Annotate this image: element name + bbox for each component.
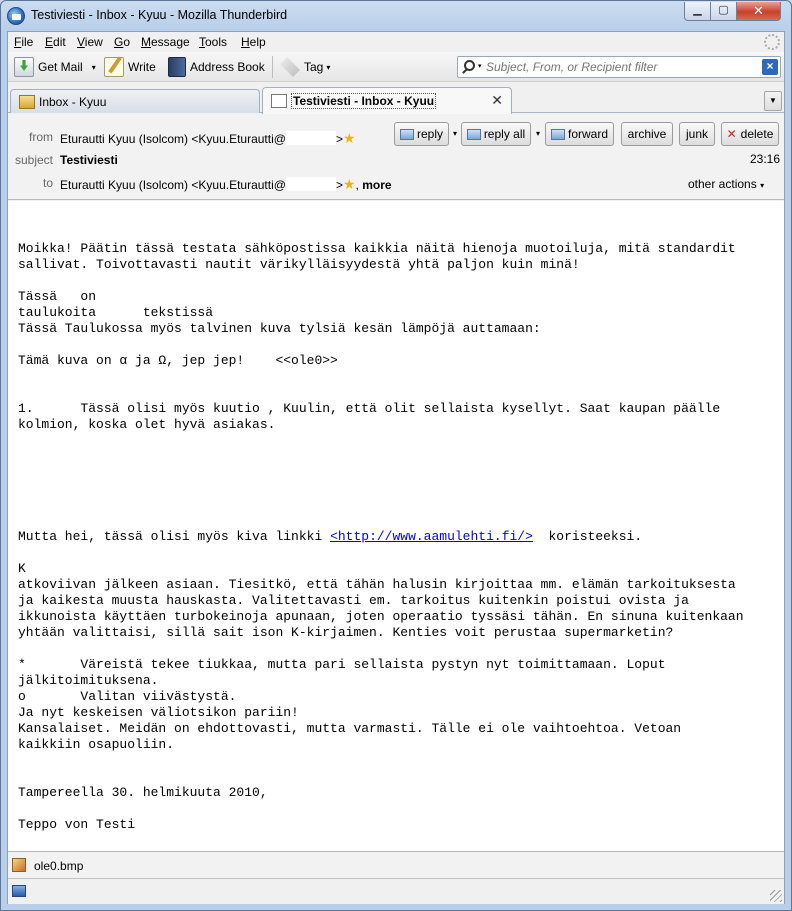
body-line: o Valitan viivästystä. [18,689,237,704]
minimize-button[interactable]: ▁ [684,2,711,21]
get-mail-label: Get Mail [38,60,83,74]
menu-message[interactable]: Message [141,35,190,49]
body-line: yhtään valittaisi, sillä sait ison K-kirjaimen. Kenties voit perustaa supermarketin? [18,625,674,640]
reply-button[interactable]: reply [394,122,449,146]
address-book-button[interactable] [168,56,265,78]
other-actions-button[interactable]: other actions ▾ [688,177,765,191]
tab-message-label: Testiviesti - Inbox - Kyuu [293,94,435,108]
address-book-icon [168,57,186,77]
more-recipients-link[interactable]: more [362,178,392,192]
junk-button[interactable]: junk [679,122,715,146]
envelope-icon [271,94,287,108]
clear-search-icon[interactable]: × [762,59,778,75]
main-toolbar [8,52,784,82]
reply-dropdown-icon[interactable]: ▾ [452,129,457,138]
get-mail-icon [14,57,34,77]
menu-go[interactable]: Go [114,35,131,49]
title-bar[interactable] [1,1,791,31]
toolbar-separator [272,56,273,78]
body-line: Tässä Taulukossa myös talvinen kuva tylsiä kesän lämpöjä auttamaan: [18,321,541,336]
menu-edit[interactable]: Edit [45,35,66,49]
body-line: Teppo von Testi [18,817,136,832]
write-button[interactable] [104,56,156,78]
menu-view[interactable]: View [77,35,103,49]
to-value[interactable]: Eturautti Kyuu (Isolcom) <Kyuu.Eturautti@ >★, more [60,176,392,192]
body-line: kolmion, koska olet hyvä asiakas. [18,417,276,432]
menu-help[interactable]: Help [241,35,266,49]
reply-all-dropdown-icon[interactable]: ▾ [535,129,540,138]
tab-inbox[interactable] [10,89,260,113]
write-label: Write [128,60,156,74]
menu-tools[interactable]: Tools [199,35,228,49]
reply-icon [400,129,414,140]
to-label: to [42,176,53,190]
resize-grip-icon[interactable] [770,890,782,902]
search-input[interactable] [486,58,756,76]
archive-button[interactable]: archive [621,122,673,146]
thunderbird-icon [7,7,25,25]
body-line: Tässä on [18,289,97,304]
maximize-button[interactable]: ▢ [710,2,737,21]
subject-value: Testiviesti [60,153,118,167]
body-line: sallivat. Toivottavasti nautit värikylläisyydestä yhtä paljon kuin minä! [18,257,580,272]
status-bar [8,880,784,904]
body-line: K [18,561,26,576]
body-line: Kansalaiset. Meidän on ehdottovasti, mutta varmasti. Tälle ei ole vaihtoehtoa. Vetoan [18,721,682,736]
tag-icon [280,57,300,77]
message-body[interactable] [8,201,784,852]
activity-throbber-icon [764,34,780,50]
body-line: jälkitoimituksena. [18,673,159,688]
tab-inbox-label: Inbox - Kyuu [39,94,107,109]
body-line: ikkunoista käyttäen turbokeinoja apunaan, joten operaatio tyssäsi tähän. En sinuna kuitenkaan [18,609,744,624]
body-line: Tämä kuva on α ja Ω, jep jep! <<ole0>> [18,353,338,368]
search-dropdown-icon[interactable]: ▾ [478,63,482,70]
star-icon[interactable]: ★ [342,130,356,146]
tab-close-icon[interactable]: ✕ [491,92,503,108]
body-line: Ja nyt keskeisen väliotsikon pariin! [18,705,299,720]
tab-strip [8,87,784,113]
online-status-icon[interactable] [12,885,26,897]
body-line: Mutta hei, tässä olisi myös kiva linkki <http://www.aamulehti.fi/> koristeeksi. [18,529,643,544]
redacted-block [286,131,336,145]
quick-filter-search[interactable] [457,56,781,78]
write-icon [104,57,124,77]
from-label: from [29,130,53,144]
tag-button[interactable] [280,56,330,78]
menu-file[interactable]: File [14,35,34,49]
menu-bar [8,32,784,52]
tab-list-dropdown-icon[interactable]: ▼ [764,91,782,111]
reply-all-button[interactable]: reply all [461,122,531,146]
body-line: Tampereella 30. helmikuuta 2010, [18,785,268,800]
search-icon[interactable] [464,60,475,71]
body-line: taulukoita tekstissä [18,305,214,320]
body-line: 1. Tässä olisi myös kuutio , Kuulin, että olit sellaista kysellyt. Saat kaupan päälle [18,401,721,416]
body-line: Moikka! Päätin tässä testata sähköpostissa kaikkia näitä hienoja muotoiluja, mitä standardit [18,241,736,256]
message-header [8,114,784,200]
attachment-item[interactable]: ole0.bmp [34,859,84,873]
subject-label: subject [14,153,53,167]
get-mail-button[interactable] [14,56,96,78]
forward-button[interactable]: forward [545,122,614,146]
window-title: Testiviesti - Inbox - Kyuu - Mozilla Thunderbird [31,8,288,22]
body-line: * Väreistä tekee tiukkaa, mutta pari sellaista pystyn nyt toimittamaan. Loput [18,657,666,672]
aamulehti-link[interactable]: <http://www.aamulehti.fi/> [330,529,533,544]
tag-label: Tag [304,60,324,74]
message-time: 23:16 [750,152,781,166]
bitmap-file-icon [12,858,26,872]
delete-icon: ✕ [726,127,737,141]
body-line: atkoviivan jälkeen asiaan. Tiesitkö, että tähän halusin kirjoittaa mm. elämän tarkoituksesta [18,577,736,592]
tag-dropdown-icon: ▾ [326,62,331,72]
client-area [7,31,785,904]
attachment-pane [8,853,784,879]
address-book-label: Address Book [190,60,265,74]
star-icon[interactable]: ★ [342,176,356,192]
delete-button[interactable]: ✕ delete [721,122,779,146]
get-mail-dropdown-icon[interactable]: ▾ [91,62,96,72]
redacted-block [286,177,336,191]
body-line: ja kaikesta muusta hauskasta. Valitettavasti em. tarkoitus kuitenkin poistui ovista ja [18,593,689,608]
from-value[interactable]: Eturautti Kyuu (Isolcom) <Kyuu.Eturautti@ >★ [60,130,356,146]
reply-all-icon [467,129,481,140]
tab-message[interactable] [262,87,512,114]
close-window-button[interactable]: ✕ [736,2,781,21]
body-line: kaikkiin osapuoliin. [18,737,175,752]
inbox-folder-icon [19,95,35,109]
forward-icon [551,129,565,140]
